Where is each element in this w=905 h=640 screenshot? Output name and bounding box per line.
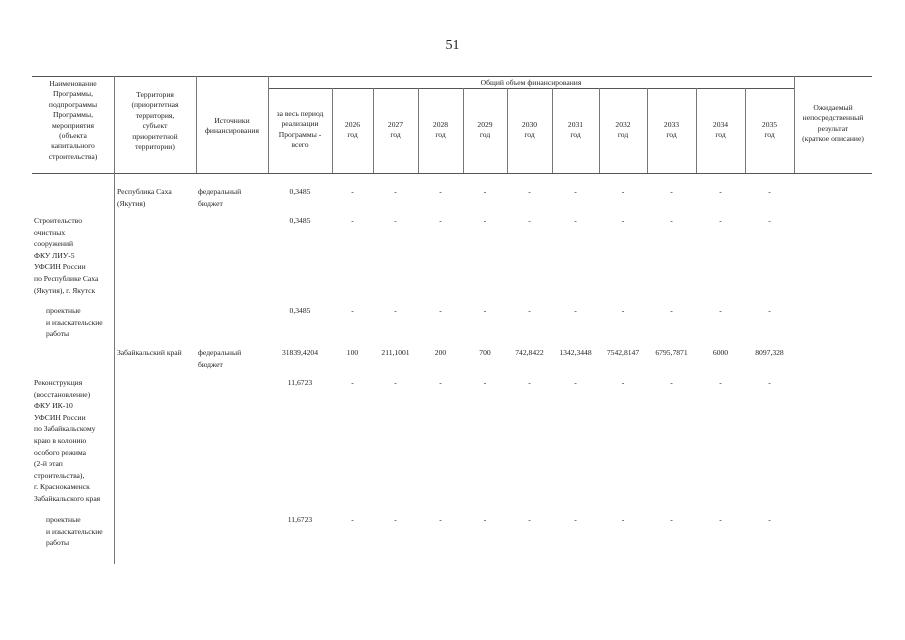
row-6-year-2030: - [528, 515, 531, 524]
row-5-year-2030: - [528, 378, 531, 387]
row-4-territory: Забайкальский край [117, 348, 182, 357]
row-6-year-2027: - [394, 515, 397, 524]
row-1-year-2035: - [768, 187, 771, 196]
header-year-2030: 2030 год [521, 120, 538, 140]
row-1-source: федеральный бюджет [198, 187, 242, 208]
header-year-2031: 2031 год [567, 120, 584, 140]
row-4-year-2031: 1342,3448 [559, 348, 592, 357]
header-year-2029: 2029 год [477, 120, 493, 140]
row-5-year-2033: - [670, 378, 673, 387]
row-4-year-2029: 700 [479, 348, 491, 357]
row-1-year-2034: - [719, 187, 722, 196]
row-3-year-2031: - [574, 306, 577, 315]
header-year-2027: 2027 год [387, 120, 404, 140]
header-year-2028: 2028 год [432, 120, 449, 140]
row-4-year-2028: 200 [434, 348, 447, 357]
row-6-year-2028: - [439, 515, 442, 524]
row-4-total: 31839,4204 [281, 348, 319, 357]
header-territory: Территория (приоритетная территория, субъект приоритетной территории) [131, 90, 179, 152]
row-2-year-2026: - [351, 216, 354, 225]
row-6-year-2035: - [768, 515, 771, 524]
page-number: 51 [445, 38, 460, 53]
row-3-total: 0,3485 [289, 306, 311, 315]
row-3-year-2028: - [439, 306, 442, 315]
row-2-year-2032: - [621, 216, 625, 225]
row-4-year-2032: 7542,8147 [606, 348, 640, 357]
row-2-total: 0,3485 [289, 216, 311, 225]
row-3-year-2030: - [528, 306, 531, 315]
row-5-name: Реконструкция (восстановление) ФКУ ИК-10 УФСИН России по Забайкальскому краю в колонию особого режима (2-й этап строительства), г. Краснокаменск Забайкальского края [34, 378, 101, 503]
row-2-year-2033: - [670, 216, 673, 225]
row-2-year-2028: - [439, 216, 442, 225]
row-2-year-2027: - [394, 216, 397, 225]
row-6-name: проектные и изыскательские работы [46, 515, 103, 548]
row-6-total: 11,6723 [287, 515, 313, 524]
row-5-year-2029: - [483, 378, 487, 387]
row-2-year-2034: - [719, 216, 722, 225]
row-3-year-2033: - [670, 306, 673, 315]
header-total: за весь период реализации Программы - всего [276, 109, 324, 150]
row-4-year-2027: 211,1001 [381, 348, 410, 357]
row-2-name: Строительство очистных сооружений ФКУ ЛИУ-5 УФСИН России по Республике Саха (Якутия), г. Якутск [34, 216, 99, 295]
row-3-year-2026: - [351, 306, 354, 315]
header-year-2033: 2033 год [663, 120, 680, 140]
row-6-year-2034: - [719, 515, 722, 524]
row-5-total: 11,6723 [287, 378, 313, 387]
row-1-year-2028: - [439, 187, 442, 196]
row-1-year-2026: - [351, 187, 354, 196]
row-4-year-2030: 742,8422 [515, 348, 544, 357]
row-3-year-2029: - [483, 306, 487, 315]
table-top-border [32, 76, 872, 77]
row-5-year-2031: - [574, 378, 577, 387]
header-result: Ожидаемый непосредственный результат (краткое описание) [802, 103, 864, 144]
header-total-group: Общий объем финансирования [480, 78, 582, 87]
row-5-year-2028: - [439, 378, 442, 387]
row-4-year-2026: 100 [346, 348, 359, 357]
row-1-year-2032: - [621, 187, 625, 196]
row-4-year-2033: 6795,7871 [655, 348, 688, 357]
row-1-year-2033: - [670, 187, 673, 196]
row-6-year-2031: - [574, 515, 577, 524]
row-1-total: 0,3485 [289, 187, 311, 196]
row-2-year-2029: - [483, 216, 487, 225]
row-1-year-2030: - [528, 187, 531, 196]
row-3-year-2027: - [394, 306, 397, 315]
row-6-year-2032: - [621, 515, 625, 524]
header-sources: Источники финансирования [205, 116, 259, 136]
row-5-year-2032: - [621, 378, 625, 387]
row-5-year-2034: - [719, 378, 722, 387]
row-3-year-2032: - [621, 306, 625, 315]
header-year-2026: 2026 год [344, 120, 361, 140]
row-1-year-2029: - [483, 187, 487, 196]
row-4-source: федеральный бюджет [198, 348, 242, 369]
row-1-territory: Республика Саха (Якутия) [117, 187, 172, 208]
header-year-2032: 2032 год [615, 120, 631, 140]
row-1-year-2027: - [394, 187, 397, 196]
row-2-year-2030: - [528, 216, 531, 225]
row-6-year-2026: - [351, 515, 354, 524]
row-2-year-2035: - [768, 216, 771, 225]
row-3-year-2035: - [768, 306, 771, 315]
header-bottom-border [32, 173, 872, 174]
header-year-2034: 2034 год [712, 120, 729, 140]
row-6-year-2033: - [670, 515, 673, 524]
row-4-year-2034: 6000 [712, 348, 729, 357]
row-4-year-2035: 8097,328 [755, 348, 784, 357]
row-3-year-2034: - [719, 306, 722, 315]
header-name: Наименование Программы, подпрограммы Программы, мероприятия (объекта капитального строительства) [48, 79, 98, 161]
row-5-year-2027: - [394, 378, 397, 387]
row-1-year-2031: - [574, 187, 577, 196]
header-year-2035: 2035 год [761, 120, 778, 140]
row-5-year-2026: - [351, 378, 354, 387]
row-6-year-2029: - [483, 515, 487, 524]
row-5-year-2035: - [768, 378, 771, 387]
row-3-name: проектные и изыскательские работы [46, 306, 103, 339]
row-2-year-2031: - [574, 216, 577, 225]
